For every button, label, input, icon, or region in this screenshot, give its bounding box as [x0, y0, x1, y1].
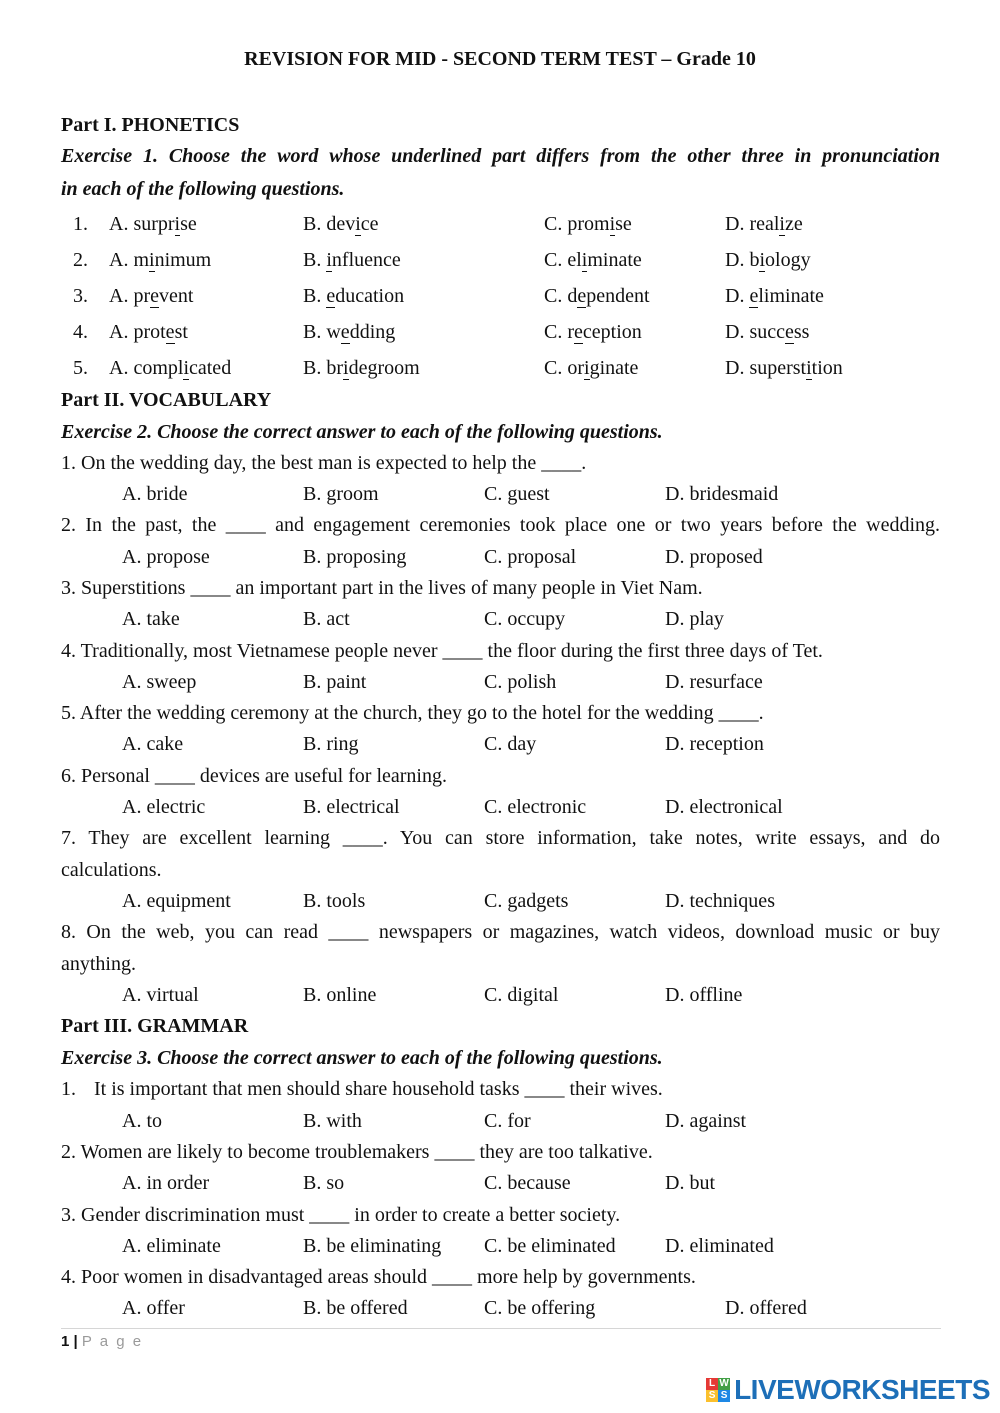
underlined-letter: e	[340, 321, 350, 343]
option-b[interactable]: B. be eliminating	[303, 1235, 442, 1257]
option-d[interactable]: D. biology	[725, 249, 811, 271]
option-b[interactable]: B. ring	[303, 733, 359, 755]
option-b[interactable]: B. bridegroom	[303, 357, 420, 379]
option-a[interactable]: A. bride	[122, 483, 188, 505]
option-a[interactable]: A. surprise	[109, 213, 197, 235]
option-c[interactable]: C. be eliminated	[484, 1235, 616, 1257]
underlined-letter: e	[577, 285, 587, 307]
page-footer	[61, 1331, 143, 1353]
vocab-q8-stem-line1: 8. On the web, you can read ____ newspapers or magazines, watch videos, download music or buy	[61, 921, 940, 943]
option-c[interactable]: C. digital	[484, 984, 559, 1006]
option-a[interactable]: A. in order	[122, 1172, 210, 1194]
grammar-q3-stem: 3. Gender discrimination must ____ in order to create a better society.	[61, 1204, 621, 1226]
option-c[interactable]: C. day	[484, 733, 537, 755]
option-c[interactable]: C. because	[484, 1172, 571, 1194]
vocab-q3-options	[0, 606, 1000, 632]
option-a[interactable]: A. prevent	[109, 285, 194, 307]
option-c[interactable]: C. eliminate	[544, 249, 642, 271]
option-d[interactable]: D. reception	[665, 733, 764, 755]
option-c[interactable]: C. proposal	[484, 546, 577, 568]
option-c[interactable]: C. originate	[544, 357, 639, 379]
option-d[interactable]: D. offered	[725, 1297, 807, 1319]
vocab-q3-stem: 3. Superstitions ____ an important part in the lives of many people in Viet Nam.	[61, 577, 703, 599]
underlined-letter: e	[165, 321, 175, 343]
option-b[interactable]: B. electrical	[303, 796, 400, 818]
option-b[interactable]: B. online	[303, 984, 377, 1006]
liveworksheets-logo-icon: L W S S	[706, 1378, 730, 1402]
underlined-letter: i	[759, 249, 766, 271]
option-d[interactable]: D. techniques	[665, 890, 775, 912]
option-c[interactable]: C. occupy	[484, 608, 566, 630]
option-a[interactable]: A. propose	[122, 546, 210, 568]
underlined-letter: i	[355, 213, 361, 235]
option-c[interactable]: C. reception	[544, 321, 642, 343]
option-d[interactable]: D. realize	[725, 213, 803, 235]
option-d[interactable]: D. offline	[665, 984, 743, 1006]
vocab-q4-stem: 4. Traditionally, most Vietnamese people never ____ the floor during the first three days of Tet.	[61, 640, 823, 662]
grammar-q4-stem: 4. Poor women in disadvantaged areas should ____ more help by governments.	[61, 1266, 696, 1288]
question-number: 4.	[73, 321, 88, 343]
part1-heading: Part I. PHONETICS	[61, 114, 240, 136]
underlined-letter: e	[326, 285, 336, 307]
grammar-q2-stem: 2. Women are likely to become troublemakers ____ they are too talkative.	[61, 1141, 653, 1163]
phonetics-question-row	[0, 283, 1000, 309]
vocab-q1-options	[0, 481, 1000, 507]
underlined-letter: i	[183, 357, 189, 379]
option-a[interactable]: A. protest	[109, 321, 188, 343]
underlined-letter: i	[584, 357, 590, 379]
option-b[interactable]: B. tools	[303, 890, 366, 912]
exercise3-instruction: Exercise 3. Choose the correct answer to each of the following questions.	[61, 1047, 663, 1069]
phonetics-question-row	[0, 355, 1000, 381]
option-b[interactable]: B. groom	[303, 483, 379, 505]
underlined-letter: i	[581, 249, 588, 271]
underlined-letter: e	[784, 321, 794, 343]
brand-text: LIVEWORKSHEETS	[734, 1374, 990, 1405]
option-a[interactable]: A. sweep	[122, 671, 197, 693]
option-b[interactable]: B. be offered	[303, 1297, 408, 1319]
option-c[interactable]: C. polish	[484, 671, 557, 693]
option-d[interactable]: D. success	[725, 321, 810, 343]
underlined-letter: i	[174, 213, 181, 235]
grammar-q4-options	[0, 1295, 1000, 1321]
grammar-q3-options	[0, 1233, 1000, 1259]
underlined-letter: i	[609, 213, 616, 235]
option-a[interactable]: A. equipment	[122, 890, 231, 912]
option-d[interactable]: D. bridesmaid	[665, 483, 779, 505]
page-title: REVISION FOR MID - SECOND TERM TEST – Grade 10	[244, 48, 756, 70]
option-b[interactable]: B. act	[303, 608, 350, 630]
option-a[interactable]: A. eliminate	[122, 1235, 221, 1257]
option-d[interactable]: D. electronical	[665, 796, 783, 818]
underlined-letter: i	[326, 249, 332, 271]
vocab-q6-options	[0, 794, 1000, 820]
option-a[interactable]: A. take	[122, 608, 180, 630]
option-a[interactable]: A. minimum	[109, 249, 212, 271]
option-d[interactable]: D. superstition	[725, 357, 843, 379]
underlined-letter: e	[574, 321, 583, 343]
option-b[interactable]: B. so	[303, 1172, 345, 1194]
vocab-q1-stem: 1. On the wedding day, the best man is expected to help the ____.	[61, 452, 587, 474]
option-a[interactable]: A. virtual	[122, 984, 199, 1006]
option-b[interactable]: B. with	[303, 1110, 362, 1132]
exercise2-instruction: Exercise 2. Choose the correct answer to each of the following questions.	[61, 421, 663, 443]
option-b[interactable]: B. influence	[303, 249, 401, 271]
vocab-q2-stem: 2. In the past, the ____ and engagement ceremonies took place one or two years before the wedding.	[61, 514, 940, 536]
vocab-q8-stem-line2: anything.	[61, 953, 136, 975]
vocab-q8-options	[0, 982, 1000, 1008]
question-number: 2.	[73, 249, 88, 271]
grammar-q1-number: 1.	[61, 1078, 76, 1100]
grammar-q2-options	[0, 1170, 1000, 1196]
option-c[interactable]: C. gadgets	[484, 890, 569, 912]
vocab-q7-options	[0, 888, 1000, 914]
exercise1-instruction-line1: Exercise 1. Choose the word whose underlined part differs from the other three in pronunciation	[61, 145, 940, 167]
option-b[interactable]: B. education	[303, 285, 405, 307]
option-b[interactable]: B. paint	[303, 671, 367, 693]
underlined-letter: i	[343, 357, 349, 379]
option-c[interactable]: C. promise	[544, 213, 632, 235]
footer-separator: |	[73, 1333, 78, 1350]
option-a[interactable]: A. offer	[122, 1297, 185, 1319]
option-a[interactable]: A. cake	[122, 733, 184, 755]
vocab-q4-options	[0, 669, 1000, 695]
question-number: 1.	[73, 213, 88, 235]
vocab-q7-stem-line1: 7. They are excellent learning ____. You can store information, take notes, write essays, and do	[61, 827, 940, 849]
option-a[interactable]: A. complicated	[109, 357, 232, 379]
phonetics-question-row	[0, 319, 1000, 345]
underlined-letter: i	[779, 213, 785, 235]
phonetics-question-row	[0, 247, 1000, 273]
page-label: P a g e	[81, 1333, 144, 1350]
part2-heading: Part II. VOCABULARY	[61, 389, 272, 411]
vocab-q5-stem: 5. After the wedding ceremony at the church, they go to the hotel for the wedding ____.	[61, 702, 764, 724]
vocab-q5-options	[0, 731, 1000, 757]
option-b[interactable]: B. wedding	[303, 321, 396, 343]
phonetics-question-row	[0, 211, 1000, 237]
option-d[interactable]: D. against	[665, 1110, 747, 1132]
option-c[interactable]: C. electronic	[484, 796, 587, 818]
option-c[interactable]: C. dependent	[544, 285, 650, 307]
exercise1-instruction-line2: in each of the following questions.	[61, 178, 345, 200]
option-c[interactable]: C. for	[484, 1110, 531, 1132]
option-c[interactable]: C. be offering	[484, 1297, 596, 1319]
option-d[interactable]: D. but	[665, 1172, 715, 1194]
option-b[interactable]: B. proposing	[303, 546, 407, 568]
page-number: 1	[61, 1333, 70, 1350]
option-d[interactable]: D. eliminate	[725, 285, 824, 307]
option-a[interactable]: A. to	[122, 1110, 162, 1132]
option-c[interactable]: C. guest	[484, 483, 550, 505]
option-d[interactable]: D. resurface	[665, 671, 763, 693]
option-b[interactable]: B. device	[303, 213, 379, 235]
vocab-q7-stem-line2: calculations.	[61, 859, 162, 881]
grammar-q1-stem: It is important that men should share household tasks ____ their wives.	[94, 1078, 663, 1100]
question-number: 3.	[73, 285, 88, 307]
underlined-letter: e	[749, 285, 759, 307]
grammar-q1-options	[0, 1108, 1000, 1134]
option-a[interactable]: A. electric	[122, 796, 206, 818]
underlined-letter: e	[150, 285, 159, 307]
question-number: 5.	[73, 357, 88, 379]
vocab-q6-stem: 6. Personal ____ devices are useful for learning.	[61, 765, 447, 787]
underlined-letter: i	[806, 357, 812, 379]
vocab-q2-options	[0, 544, 1000, 570]
option-d[interactable]: D. eliminated	[665, 1235, 774, 1257]
underlined-letter: i	[149, 249, 155, 271]
option-d[interactable]: D. proposed	[665, 546, 763, 568]
footer-divider	[61, 1328, 941, 1329]
option-d[interactable]: D. play	[665, 608, 724, 630]
part3-heading: Part III. GRAMMAR	[61, 1015, 249, 1037]
liveworksheets-brand[interactable]	[706, 1374, 990, 1406]
